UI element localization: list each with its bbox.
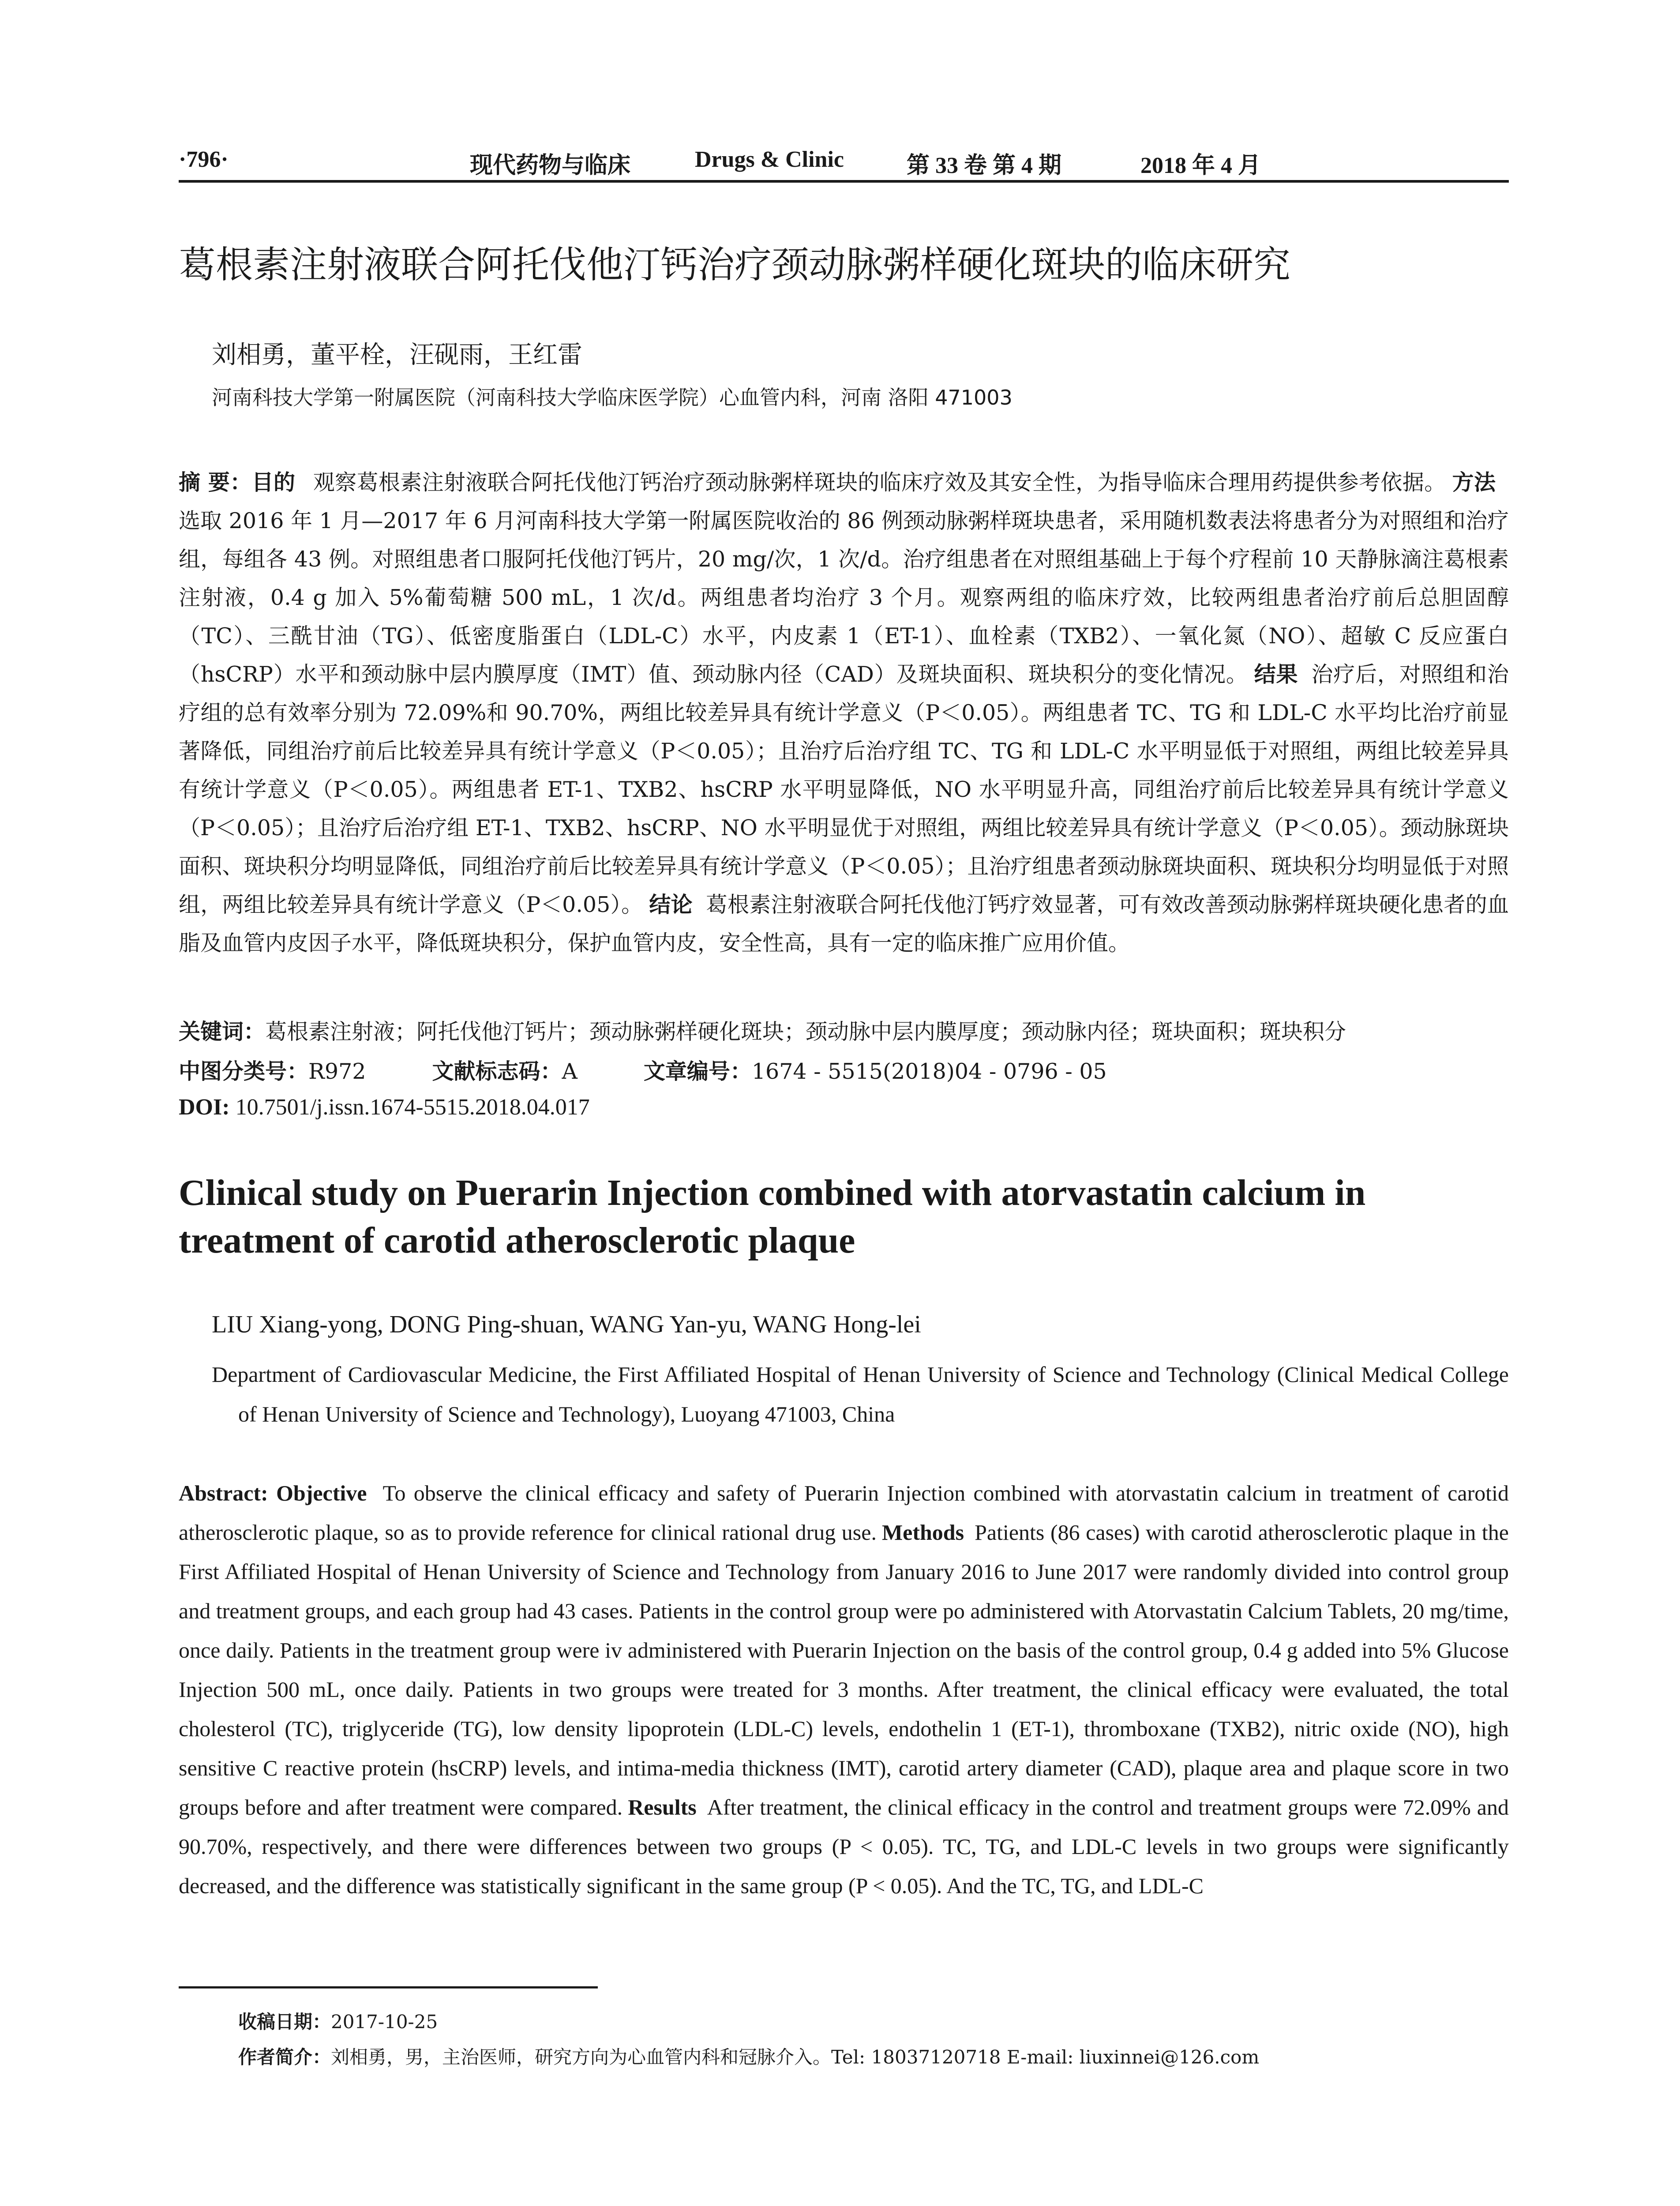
methods-label-zh: 方法 [1452,470,1496,495]
objective-label-zh: 目的 [251,470,296,495]
authors-en: LIU Xiang-yong, DONG Ping-shuan, WANG Yan-yu, WANG Hong-lei [212,1311,921,1338]
footnote-rule [179,1986,598,1988]
conclusion-label-zh: 结论 [649,892,693,917]
journal-name-en: Drugs & Clinic [695,147,844,172]
abstract-label-en: Abstract: [179,1481,268,1505]
results-text-zh: 治疗后，对照组和治疗组的总有效率分别为 72.09%和 90.70%，两组比较差异具有统计学意义（P＜0.05）。两组患者 TC、TG 和 LDL-C 水平均比治疗前显著降低，同组治疗前后比较差异具有统计学意义（P＜0.05）；且治疗后治疗组 TC、TG 和 LDL-C 水平明显低于对照组，两组比较差异具有统计学意义（P＜0.05）。两组患者 ET-1、TXB2、hsCRP 水平明显降低，NO 水平明显升高，同组治疗前后比较差异具有统计学意义（P＜0.05）；且治疗后治疗组 ET-1、TXB2、hsCRP、NO 水平明显优于对照组，两组比较差异具有统计学意义（P＜0.05）。颈动脉斑块面积、斑块积分均明显降低，同组治疗前后比较差异具有统计学意义（P＜0.05）；且治疗组患者颈动脉斑块面积、斑块积分均明显低于对照组，两组比较差异具有统计学意义（P＜0.05）。 [179,662,1509,917]
affiliation-zh: 河南科技大学第一附属医院（河南科技大学临床医学院）心血管内科，河南 洛阳 471003 [212,386,1012,409]
objective-text-en: To observe the clinical efficacy and safety of Puerarin Injection combined with atorvastatin calcium in treatment of carotid atherosclerotic plaque, so as to provide reference for clinical rational drug use. [179,1481,1509,1545]
abstract-zh [179,463,1509,962]
abstract-en [179,1474,1509,1906]
methods-label-en: Methods [881,1520,964,1545]
keywords-label-zh: 关键词： [179,1019,266,1044]
results-label-zh: 结果 [1254,662,1298,687]
objective-label-en: Objective [276,1481,367,1505]
conclusion-text-zh: 葛根素注射液联合阿托伐他汀钙疗效显著，可有效改善颈动脉粥样斑块硬化患者的血脂及血管内皮因子水平，降低斑块积分，保护血管内皮，安全性高，具有一定的临床推广应用价值。 [179,892,1509,956]
methods-text-zh: 选取 2016 年 1 月—2017 年 6 月河南科技大学第一附属医院收治的 86 例颈动脉粥样斑块患者，采用随机数表法将患者分为对照组和治疗组，每组各 43 例。对照组患者口服阿托伐他汀钙片，20 mg/次，1 次/d。治疗组患者在对照组基础上于每个疗程前 10 天静脉滴注葛根素注射液，0.4 g 加入 5%葡萄糖 500 mL，1 次/d。两组患者均治疗 3 个月。观察两组的临床疗效，比较两组患者治疗前后总胆固醇（TC）、三酰甘油（TG）、低密度脂蛋白（LDL-C）水平，内皮素 1（ET-1）、血栓素（TXB2）、一氧化氮（NO）、超敏 C 反应蛋白（hsCRP）水平和颈动脉中层内膜厚度（IMT）值、颈动脉内径（CAD）及斑块面积、斑块积分的变化情况。 [179,508,1509,687]
page-number: ·796· [179,147,229,172]
results-text-en: After treatment, the clinical efficacy in the control and treatment groups were 72.09% and 90.70%, respectively, and there were differences between two groups (P < 0.05). TC, TG, and LDL-C levels in two groups were significantly decreased, and the difference was statistically significant in the same group (P < 0.05). And the TC, TG, and LDL-C [179,1795,1509,1898]
clc-value: R972 [308,1059,366,1084]
doi-label: DOI: [179,1095,230,1120]
article-title-en: Clinical study on Puerarin Injection combined with atorvastatin calcium in treatment of carotid atherosclerotic plaque [179,1172,1366,1261]
methods-text-en: Patients (86 cases) with carotid atherosclerotic plaque in the First Affiliated Hospital of Henan University of Science and Technology from January 2016 to June 2017 were randomly divided into control group and treatment groups, and each group had 43 cases. Patients in the control group were po administered with Atorvastatin Calcium Tablets, 20 mg/time, once daily. Patients in the treatment group were iv administered with Puerarin Injection on the basis of the control group, 0.4 g added into 5% Glucose Injection 500 mL, once daily. Patients in two groups were treated for 3 months. After treatment, the clinical efficacy were evaluated, the total cholesterol (TC), triglyceride (TG), low density lipoprotein (LDL-C) levels, endothelin 1 (ET-1), thromboxane (TXB2), nitric oxide (NO), high sensitive C reactive protein (hsCRP) levels, and intima-media thickness (IMT), carotid artery diameter (CAD), plaque area and plaque score in two groups before and after treatment were compared. [179,1520,1509,1820]
abstract-label-zh: 摘 要： [179,470,252,495]
received-label: 收稿日期： [238,2011,331,2033]
article-no-label: 文章编号： [643,1059,752,1084]
authors-zh: 刘相勇，董平栓，汪砚雨，王红雷 [212,341,582,369]
doc-code-value: A [562,1059,578,1084]
footnote-author-bio [238,2043,1259,2069]
keywords-text-zh: 葛根素注射液；阿托伐他汀钙片；颈动脉粥样硬化斑块；颈动脉中层内膜厚度；颈动脉内径；斑块面积；斑块积分 [265,1019,1346,1044]
affiliation-en: Department of Cardiovascular Medicine, the First Affiliated Hospital of Henan University of Science and Technology (Clinical Medical College of Henan University of Science and Technology), Luoyang 471003, China [212,1362,1509,1426]
running-header [179,140,1509,183]
article-no-value: 1674 - 5515(2018)04 - 0796 - 05 [751,1059,1107,1084]
journal-name-zh: 现代药物与临床 [470,153,631,178]
doi-value: 10.7501/j.issn.1674-5515.2018.04.017 [235,1095,590,1120]
author-bio-label: 作者简介： [238,2046,331,2068]
keywords-zh [179,1015,1509,1046]
results-label-en: Results [628,1795,697,1820]
doi-line [179,1094,1509,1120]
author-bio-text: 刘相勇，男，主治医师，研究方向为心血管内科和冠脉介入。Tel: 18037120718 E-mail: liuxinnei@126.com [331,2046,1260,2068]
article-title-zh: 葛根素注射液联合阿托伐他汀钙治疗颈动脉粥样硬化斑块的临床研究 [179,243,1291,286]
footnote-received [238,2007,438,2034]
volume-issue: 第 33 卷 第 4 期 [907,153,1062,178]
received-date: 2017-10-25 [331,2011,438,2033]
classification-line [179,1054,1509,1085]
issue-date: 2018 年 4 月 [1140,153,1261,178]
objective-text-zh: 观察葛根素注射液联合阿托伐他汀钙治疗颈动脉粥样斑块的临床疗效及其安全性，为指导临床合理用药提供参考依据。 [313,470,1446,495]
doc-code-label: 文献标志码： [432,1059,562,1084]
clc-label: 中图分类号： [179,1059,309,1084]
